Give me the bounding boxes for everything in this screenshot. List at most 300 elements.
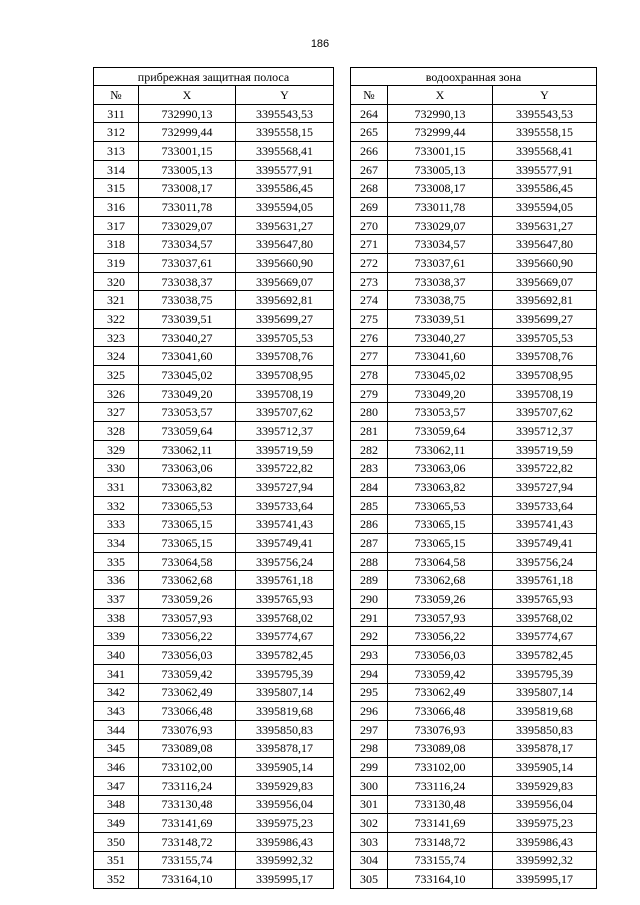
cell-y: 3395929,83 — [236, 776, 334, 795]
cell-y: 3395699,27 — [493, 310, 597, 329]
table-row — [94, 832, 334, 851]
cell-number: 305 — [351, 870, 388, 889]
cell-x: 733049,20 — [139, 384, 236, 403]
cell-number: 271 — [351, 235, 388, 254]
cell-y: 3395992,32 — [493, 851, 597, 870]
cell-y: 3395756,24 — [493, 552, 597, 571]
table-row — [94, 552, 334, 571]
table-row — [351, 179, 597, 198]
table-row — [351, 608, 597, 627]
cell-number: 284 — [351, 478, 388, 497]
cell-number: 350 — [94, 832, 139, 851]
cell-y: 3395727,94 — [493, 478, 597, 497]
cell-number: 339 — [94, 627, 139, 646]
cell-y: 3395850,83 — [236, 720, 334, 739]
cell-y: 3395765,93 — [493, 590, 597, 609]
cell-number: 313 — [94, 142, 139, 161]
cell-number: 333 — [94, 515, 139, 534]
cell-x: 733063,06 — [139, 459, 236, 478]
cell-number: 318 — [94, 235, 139, 254]
cell-x: 733005,13 — [139, 160, 236, 179]
cell-number: 348 — [94, 795, 139, 814]
table-row — [94, 291, 334, 310]
cell-y: 3395708,19 — [236, 384, 334, 403]
cell-number: 351 — [94, 851, 139, 870]
table-row — [94, 776, 334, 795]
table-row — [351, 496, 597, 515]
cell-y: 3395733,64 — [493, 496, 597, 515]
cell-number: 277 — [351, 347, 388, 366]
cell-number: 273 — [351, 272, 388, 291]
cell-number: 334 — [94, 534, 139, 553]
cell-y: 3395975,23 — [236, 814, 334, 833]
cell-y: 3395692,81 — [493, 291, 597, 310]
table-row — [94, 608, 334, 627]
cell-y: 3395660,90 — [493, 254, 597, 273]
cell-y: 3395929,83 — [493, 776, 597, 795]
table-row — [351, 646, 597, 665]
cell-x: 733038,37 — [388, 272, 493, 291]
cell-y: 3395699,27 — [236, 310, 334, 329]
cell-y: 3395568,41 — [236, 142, 334, 161]
cell-y: 3395995,17 — [493, 870, 597, 889]
cell-x: 733141,69 — [388, 814, 493, 833]
cell-number: 329 — [94, 440, 139, 459]
table-row — [94, 627, 334, 646]
table-row — [351, 310, 597, 329]
table-row — [94, 440, 334, 459]
cell-y: 3395586,45 — [236, 179, 334, 198]
cell-x: 733063,82 — [139, 478, 236, 497]
table-row — [351, 795, 597, 814]
cell-y: 3395782,45 — [236, 646, 334, 665]
table-row — [351, 328, 597, 347]
table-row — [94, 814, 334, 833]
cell-x: 732990,13 — [388, 104, 493, 123]
cell-y: 3395761,18 — [493, 571, 597, 590]
table-row — [351, 851, 597, 870]
table-row — [351, 366, 597, 385]
table-row — [351, 254, 597, 273]
cell-y: 3395631,27 — [236, 216, 334, 235]
cell-y: 3395878,17 — [236, 739, 334, 758]
table-row — [351, 683, 597, 702]
table-row — [94, 254, 334, 273]
cell-x: 733059,64 — [388, 422, 493, 441]
cell-x: 733155,74 — [388, 851, 493, 870]
cell-number: 272 — [351, 254, 388, 273]
cell-y: 3395795,39 — [236, 664, 334, 683]
cell-y: 3395956,04 — [493, 795, 597, 814]
cell-y: 3395712,37 — [493, 422, 597, 441]
table-row — [94, 795, 334, 814]
cell-number: 290 — [351, 590, 388, 609]
cell-number: 276 — [351, 328, 388, 347]
cell-number: 320 — [94, 272, 139, 291]
table-row — [94, 739, 334, 758]
cell-y: 3395768,02 — [493, 608, 597, 627]
cell-number: 326 — [94, 384, 139, 403]
table-row — [351, 198, 597, 217]
table-row — [94, 664, 334, 683]
cell-x: 733064,58 — [388, 552, 493, 571]
header-number: № — [94, 86, 139, 105]
cell-number: 319 — [94, 254, 139, 273]
cell-number: 285 — [351, 496, 388, 515]
cell-y: 3395782,45 — [493, 646, 597, 665]
cell-x: 733037,61 — [388, 254, 493, 273]
cell-x: 733062,11 — [139, 440, 236, 459]
cell-y: 3395986,43 — [236, 832, 334, 851]
cell-x: 733039,51 — [388, 310, 493, 329]
table-row — [351, 739, 597, 758]
cell-number: 275 — [351, 310, 388, 329]
cell-x: 733059,26 — [139, 590, 236, 609]
cell-y: 3395708,19 — [493, 384, 597, 403]
table-row — [94, 683, 334, 702]
cell-y: 3395669,07 — [493, 272, 597, 291]
cell-number: 270 — [351, 216, 388, 235]
cell-y: 3395741,43 — [493, 515, 597, 534]
table-row — [351, 459, 597, 478]
cell-x: 733029,07 — [388, 216, 493, 235]
table-row — [94, 851, 334, 870]
cell-y: 3395707,62 — [236, 403, 334, 422]
cell-y: 3395692,81 — [236, 291, 334, 310]
cell-x: 733041,60 — [139, 347, 236, 366]
cell-y: 3395768,02 — [236, 608, 334, 627]
cell-number: 293 — [351, 646, 388, 665]
cell-y: 3395705,53 — [493, 328, 597, 347]
cell-x: 733008,17 — [388, 179, 493, 198]
table-row — [94, 104, 334, 123]
cell-number: 264 — [351, 104, 388, 123]
cell-x: 733065,15 — [139, 515, 236, 534]
table-row — [94, 198, 334, 217]
cell-x: 733056,03 — [388, 646, 493, 665]
cell-number: 349 — [94, 814, 139, 833]
table-row — [94, 571, 334, 590]
cell-number: 303 — [351, 832, 388, 851]
table-row — [351, 515, 597, 534]
cell-number: 336 — [94, 571, 139, 590]
cell-x: 733065,53 — [388, 496, 493, 515]
header-x: X — [388, 86, 493, 105]
cell-x: 733062,49 — [388, 683, 493, 702]
header-number: № — [351, 86, 388, 105]
cell-x: 733039,51 — [139, 310, 236, 329]
table-row — [94, 160, 334, 179]
table-row — [351, 832, 597, 851]
cell-number: 322 — [94, 310, 139, 329]
cell-x: 733029,07 — [139, 216, 236, 235]
cell-number: 352 — [94, 870, 139, 889]
table-row — [351, 552, 597, 571]
cell-y: 3395660,90 — [236, 254, 334, 273]
table-row — [94, 403, 334, 422]
table-row — [94, 216, 334, 235]
table-row — [94, 328, 334, 347]
cell-x: 733049,20 — [388, 384, 493, 403]
cell-x: 732999,44 — [388, 123, 493, 142]
cell-x: 733059,64 — [139, 422, 236, 441]
table-row — [94, 422, 334, 441]
table-title: прибрежная защитная полоса — [94, 68, 334, 86]
cell-y: 3395819,68 — [236, 702, 334, 721]
table-row — [351, 590, 597, 609]
cell-number: 274 — [351, 291, 388, 310]
cell-number: 335 — [94, 552, 139, 571]
cell-number: 288 — [351, 552, 388, 571]
table-row — [351, 142, 597, 161]
cell-y: 3395577,91 — [236, 160, 334, 179]
cell-y: 3395708,95 — [493, 366, 597, 385]
table-row — [351, 664, 597, 683]
cell-number: 321 — [94, 291, 139, 310]
cell-y: 3395647,80 — [493, 235, 597, 254]
cell-y: 3395765,93 — [236, 590, 334, 609]
table-row — [94, 142, 334, 161]
cell-number: 282 — [351, 440, 388, 459]
cell-number: 344 — [94, 720, 139, 739]
cell-x: 733057,93 — [139, 608, 236, 627]
cell-x: 733065,15 — [388, 534, 493, 553]
cell-x: 733045,02 — [139, 366, 236, 385]
cell-x: 733038,75 — [388, 291, 493, 310]
cell-y: 3395594,05 — [236, 198, 334, 217]
cell-number: 316 — [94, 198, 139, 217]
table-row — [351, 776, 597, 795]
cell-y: 3395708,76 — [493, 347, 597, 366]
cell-number: 267 — [351, 160, 388, 179]
cell-number: 325 — [94, 366, 139, 385]
cell-number: 330 — [94, 459, 139, 478]
table-row — [94, 720, 334, 739]
cell-x: 733076,93 — [139, 720, 236, 739]
cell-number: 345 — [94, 739, 139, 758]
cell-y: 3395878,17 — [493, 739, 597, 758]
table-row — [351, 758, 597, 777]
cell-number: 299 — [351, 758, 388, 777]
cell-number: 312 — [94, 123, 139, 142]
cell-x: 733008,17 — [139, 179, 236, 198]
cell-number: 294 — [351, 664, 388, 683]
cell-y: 3395850,83 — [493, 720, 597, 739]
cell-y: 3395905,14 — [236, 758, 334, 777]
cell-y: 3395719,59 — [493, 440, 597, 459]
cell-x: 733053,57 — [388, 403, 493, 422]
cell-number: 346 — [94, 758, 139, 777]
table-row — [94, 272, 334, 291]
cell-number: 347 — [94, 776, 139, 795]
cell-x: 733065,53 — [139, 496, 236, 515]
cell-x: 733062,49 — [139, 683, 236, 702]
cell-x: 733130,48 — [388, 795, 493, 814]
cell-x: 733063,06 — [388, 459, 493, 478]
cell-y: 3395756,24 — [236, 552, 334, 571]
table-row — [351, 160, 597, 179]
cell-number: 327 — [94, 403, 139, 422]
cell-number: 289 — [351, 571, 388, 590]
cell-x: 733065,15 — [388, 515, 493, 534]
cell-number: 268 — [351, 179, 388, 198]
cell-x: 733064,58 — [139, 552, 236, 571]
table-row — [94, 870, 334, 889]
cell-y: 3395727,94 — [236, 478, 334, 497]
table-row — [94, 123, 334, 142]
cell-y: 3395722,82 — [493, 459, 597, 478]
cell-y: 3395749,41 — [236, 534, 334, 553]
table-row — [351, 235, 597, 254]
cell-number: 342 — [94, 683, 139, 702]
cell-x: 733141,69 — [139, 814, 236, 833]
cell-number: 287 — [351, 534, 388, 553]
cell-x: 733062,68 — [139, 571, 236, 590]
cell-y: 3395543,53 — [236, 104, 334, 123]
cell-y: 3395558,15 — [493, 123, 597, 142]
cell-x: 733089,08 — [388, 739, 493, 758]
cell-number: 343 — [94, 702, 139, 721]
cell-x: 733059,42 — [139, 664, 236, 683]
cell-x: 733065,15 — [139, 534, 236, 553]
cell-number: 338 — [94, 608, 139, 627]
cell-y: 3395975,23 — [493, 814, 597, 833]
cell-x: 733001,15 — [139, 142, 236, 161]
cell-x: 733102,00 — [388, 758, 493, 777]
cell-y: 3395543,53 — [493, 104, 597, 123]
cell-x: 733011,78 — [139, 198, 236, 217]
cell-number: 317 — [94, 216, 139, 235]
table-row — [94, 702, 334, 721]
cell-x: 733062,11 — [388, 440, 493, 459]
table-row — [351, 534, 597, 553]
table-row — [94, 235, 334, 254]
cell-x: 733059,26 — [388, 590, 493, 609]
cell-x: 732999,44 — [139, 123, 236, 142]
cell-y: 3395719,59 — [236, 440, 334, 459]
cell-x: 733148,72 — [139, 832, 236, 851]
cell-x: 733053,57 — [139, 403, 236, 422]
cell-number: 331 — [94, 478, 139, 497]
cell-x: 733037,61 — [139, 254, 236, 273]
cell-number: 314 — [94, 160, 139, 179]
cell-number: 283 — [351, 459, 388, 478]
table-row — [94, 310, 334, 329]
cell-y: 3395707,62 — [493, 403, 597, 422]
cell-number: 281 — [351, 422, 388, 441]
table-row — [94, 179, 334, 198]
table-row — [94, 478, 334, 497]
cell-number: 278 — [351, 366, 388, 385]
cell-x: 733076,93 — [388, 720, 493, 739]
cell-number: 265 — [351, 123, 388, 142]
cell-number: 269 — [351, 198, 388, 217]
table-row — [351, 272, 597, 291]
table-row — [351, 291, 597, 310]
cell-number: 302 — [351, 814, 388, 833]
cell-number: 315 — [94, 179, 139, 198]
cell-number: 280 — [351, 403, 388, 422]
cell-x: 732990,13 — [139, 104, 236, 123]
cell-x: 733056,22 — [388, 627, 493, 646]
table-row — [351, 403, 597, 422]
table-row — [351, 571, 597, 590]
water-protection-zone-table — [350, 67, 597, 889]
cell-number: 279 — [351, 384, 388, 403]
cell-x: 733045,02 — [388, 366, 493, 385]
cell-x: 733011,78 — [388, 198, 493, 217]
cell-number: 328 — [94, 422, 139, 441]
table-row — [94, 534, 334, 553]
cell-y: 3395749,41 — [493, 534, 597, 553]
cell-number: 341 — [94, 664, 139, 683]
table-row — [351, 870, 597, 889]
cell-number: 304 — [351, 851, 388, 870]
table-row — [351, 720, 597, 739]
cell-y: 3395669,07 — [236, 272, 334, 291]
cell-number: 300 — [351, 776, 388, 795]
cell-y: 3395807,14 — [236, 683, 334, 702]
cell-y: 3395708,95 — [236, 366, 334, 385]
cell-y: 3395722,82 — [236, 459, 334, 478]
cell-number: 337 — [94, 590, 139, 609]
table-row — [351, 440, 597, 459]
table-row — [94, 496, 334, 515]
cell-x: 733041,60 — [388, 347, 493, 366]
cell-x: 733038,37 — [139, 272, 236, 291]
table-row — [351, 347, 597, 366]
cell-x: 733148,72 — [388, 832, 493, 851]
table-row — [94, 459, 334, 478]
cell-y: 3395774,67 — [236, 627, 334, 646]
cell-x: 733038,75 — [139, 291, 236, 310]
cell-x: 733063,82 — [388, 478, 493, 497]
cell-y: 3395712,37 — [236, 422, 334, 441]
cell-x: 733059,42 — [388, 664, 493, 683]
table-row — [351, 627, 597, 646]
table-row — [351, 814, 597, 833]
cell-x: 733116,24 — [388, 776, 493, 795]
table-row — [94, 590, 334, 609]
cell-y: 3395995,17 — [236, 870, 334, 889]
cell-number: 296 — [351, 702, 388, 721]
cell-x: 733057,93 — [388, 608, 493, 627]
cell-x: 733034,57 — [139, 235, 236, 254]
cell-y: 3395774,67 — [493, 627, 597, 646]
cell-x: 733062,68 — [388, 571, 493, 590]
header-y: Y — [493, 86, 597, 105]
cell-x: 733089,08 — [139, 739, 236, 758]
cell-x: 733001,15 — [388, 142, 493, 161]
cell-y: 3395568,41 — [493, 142, 597, 161]
cell-number: 332 — [94, 496, 139, 515]
cell-x: 733056,22 — [139, 627, 236, 646]
cell-y: 3395586,45 — [493, 179, 597, 198]
cell-number: 324 — [94, 347, 139, 366]
cell-number: 286 — [351, 515, 388, 534]
table-row — [94, 366, 334, 385]
cell-number: 311 — [94, 104, 139, 123]
table-title: водоохранная зона — [351, 68, 597, 86]
cell-x: 733066,48 — [139, 702, 236, 721]
table-row — [94, 384, 334, 403]
cell-number: 295 — [351, 683, 388, 702]
cell-x: 733155,74 — [139, 851, 236, 870]
cell-x: 733056,03 — [139, 646, 236, 665]
cell-number: 297 — [351, 720, 388, 739]
coastal-protection-strip-table — [93, 67, 334, 889]
table-row — [94, 515, 334, 534]
